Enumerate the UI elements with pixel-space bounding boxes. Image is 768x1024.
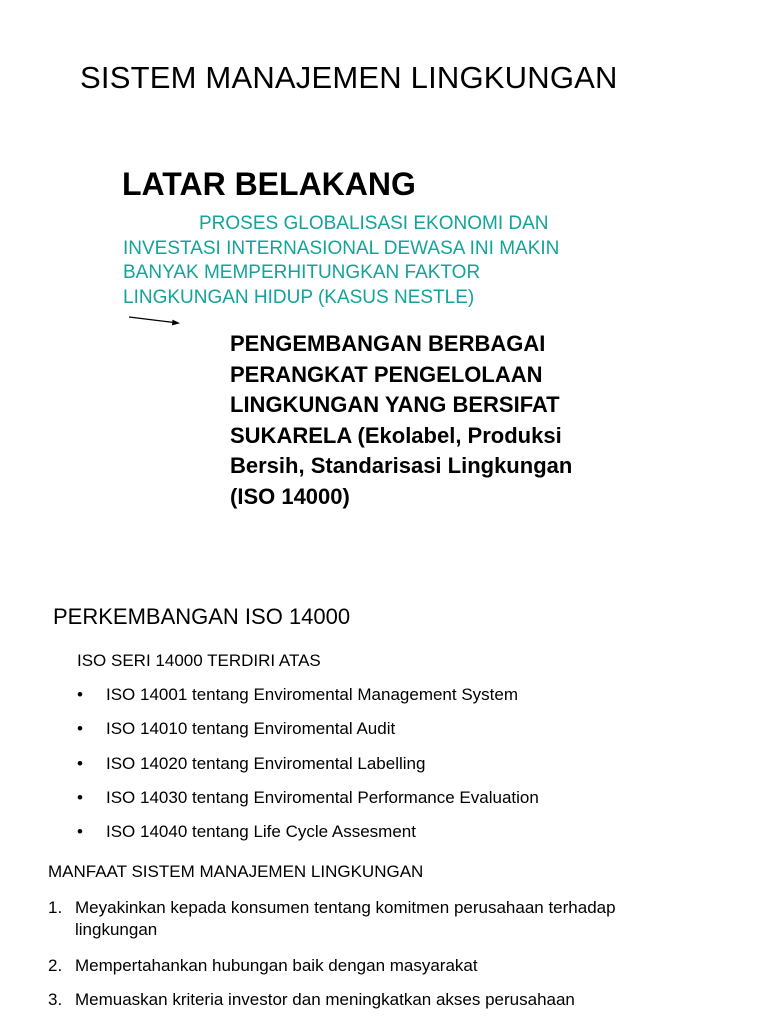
item-number: 1.: [48, 898, 63, 917]
result-line: SUKARELA (Ekolabel, Produksi: [230, 422, 562, 448]
list-item-text: Memuaskan kriteria investor dan meningkatkan akses perusahaan: [75, 990, 575, 1009]
list-item-text: ISO 14001 tentang Enviromental Management System: [106, 685, 519, 704]
list-item-text: ISO 14040 tentang Life Cycle Assesment: [106, 822, 416, 842]
slide-title: SISTEM MANAJEMEN LINGKUNGAN: [80, 60, 618, 95]
description-line: INVESTASI INTERNASIONAL DEWASA INI MAKIN: [123, 237, 560, 259]
description-line: LINGKUNGAN HIDUP (KASUS NESTLE): [123, 286, 475, 308]
item-number: 3.: [48, 990, 63, 1009]
description-line: PROSES GLOBALISASI EKONOMI DAN: [199, 213, 549, 234]
result-line: PENGEMBANGAN BERBAGAI: [230, 331, 546, 356]
benefits-list: [48, 897, 748, 1019]
result-statement: [230, 329, 750, 513]
iso-development-heading: PERKEMBANGAN ISO 14000: [53, 604, 351, 629]
list-item: [48, 955, 748, 989]
bullet-icon: •: [77, 822, 83, 842]
right-arrow-icon: [128, 312, 182, 328]
list-item-text: Mempertahankan hubungan baik dengan masyarakat: [75, 956, 478, 975]
background-heading: LATAR BELAKANG: [122, 166, 416, 202]
benefits-heading: MANFAAT SISTEM MANAJEMEN LINGKUNGAN: [48, 862, 424, 881]
list-item: [77, 753, 539, 787]
result-line: PERANGKAT PENGELOLAAN: [230, 361, 543, 387]
result-line: Bersih, Standarisasi Lingkungan: [230, 453, 573, 479]
bullet-icon: •: [77, 685, 83, 704]
result-line: LINGKUNGAN YANG BERSIFAT: [230, 392, 560, 418]
list-item: [77, 718, 539, 752]
background-description: [123, 212, 643, 310]
bullet-icon: •: [77, 719, 83, 739]
description-line: BANYAK MEMPERHITUNGKAN FAKTOR: [123, 262, 481, 283]
bullet-icon: •: [77, 787, 83, 807]
item-number: 2.: [48, 956, 63, 975]
list-item-text: ISO 14020 tentang Enviromental Labelling: [106, 753, 426, 773]
result-line: (ISO 14000): [230, 483, 350, 509]
list-item-text: lingkungan: [75, 920, 158, 939]
iso-standards-list: [77, 684, 539, 855]
list-item-text: ISO 14010 tentang Enviromental Audit: [106, 719, 396, 739]
list-item: [77, 821, 539, 855]
list-item: [77, 684, 539, 718]
iso-series-intro: ISO SERI 14000 TERDIRI ATAS: [77, 651, 321, 670]
list-item: [48, 897, 748, 955]
bullet-icon: •: [77, 753, 83, 773]
list-item-text: ISO 14030 tentang Enviromental Performance Evaluation: [106, 787, 539, 807]
list-item-text: Meyakinkan kepada konsumen tentang komitmen perusahaan terhadap: [75, 898, 616, 917]
list-item: [48, 989, 748, 1019]
list-item: [77, 787, 539, 821]
